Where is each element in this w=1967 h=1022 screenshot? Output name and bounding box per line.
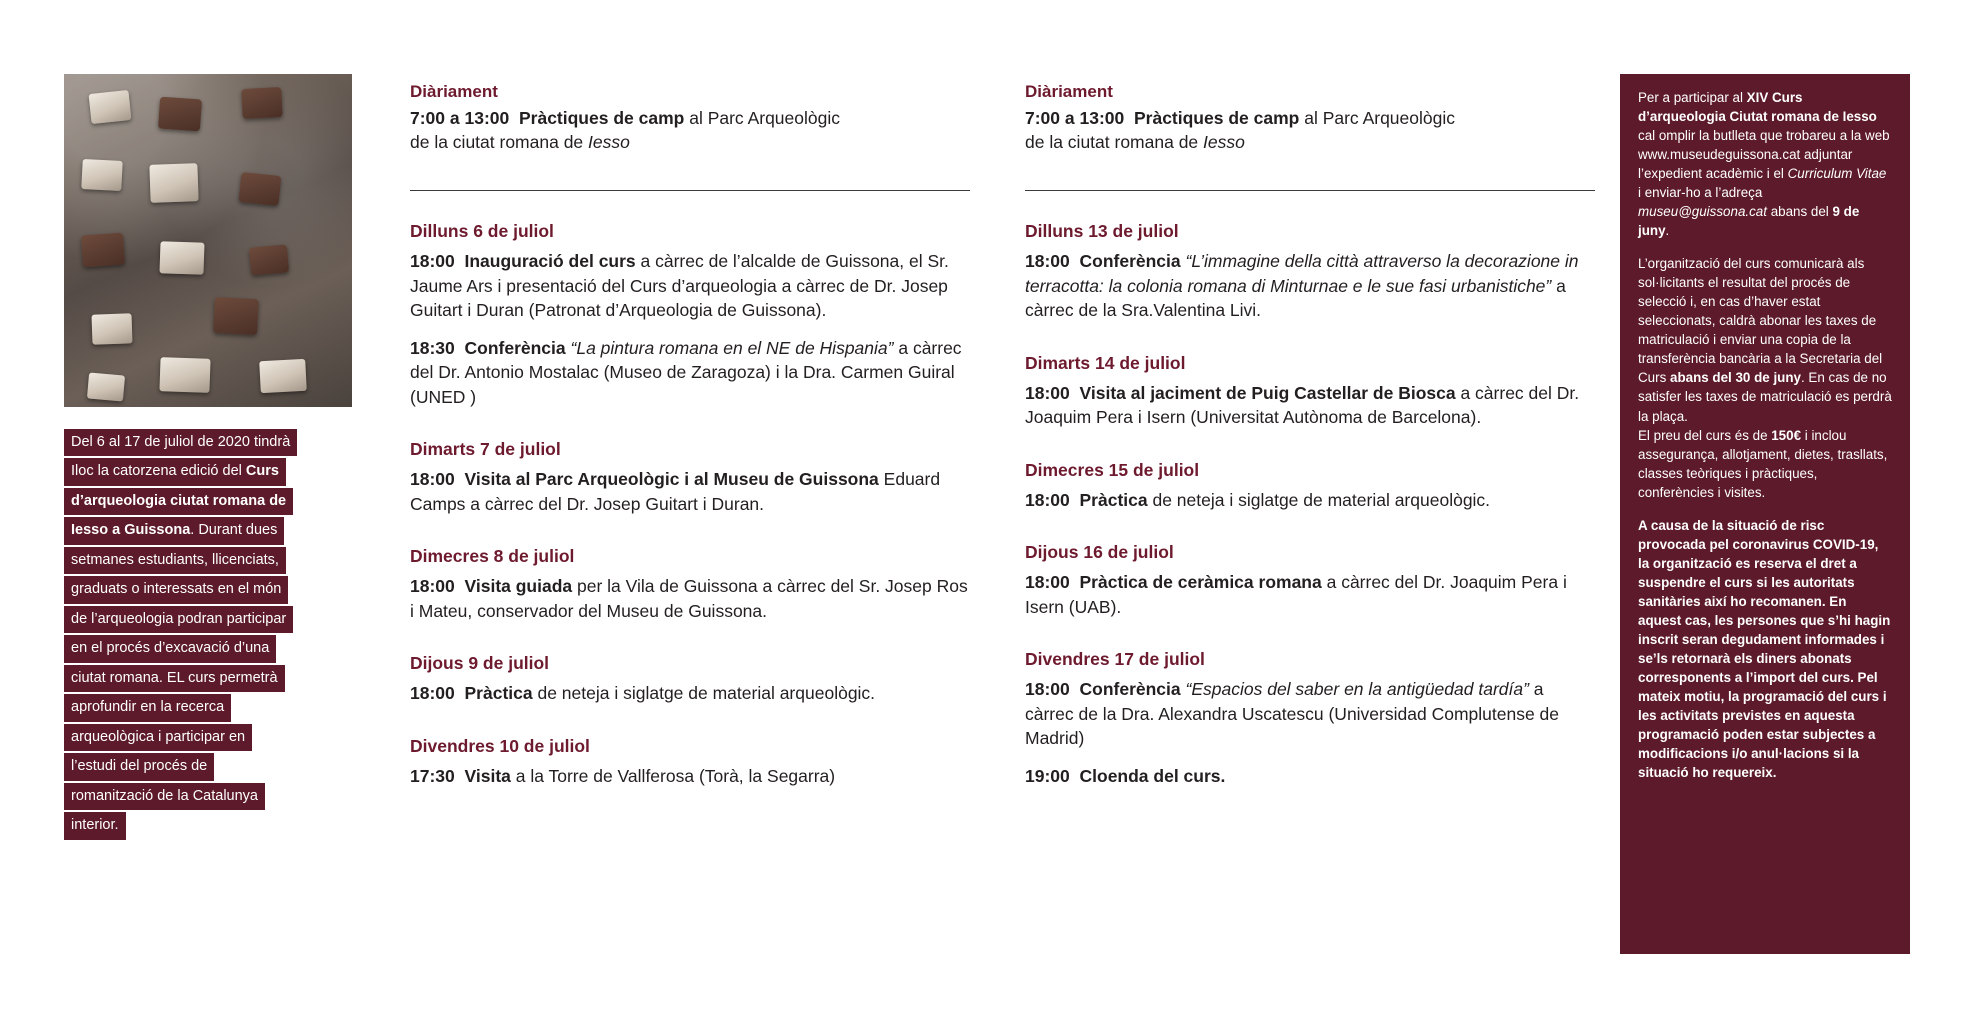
entry-kind: Inauguració del curs <box>464 251 636 272</box>
daily-heading: Diàriament <box>410 82 498 101</box>
day-entry <box>1025 677 1595 751</box>
sidebar-text: . En cas de no satisfer les taxes de matriculació es perdrà la plaça. <box>1638 370 1892 424</box>
entry-kind: Conferència <box>1079 679 1181 700</box>
day-entry <box>1025 764 1595 789</box>
left-column <box>64 74 374 842</box>
sidebar-paragraph-covid <box>1638 516 1892 782</box>
entry-time: 18:00 <box>1025 679 1070 700</box>
registration-sidebar <box>1620 74 1910 954</box>
day-block <box>410 736 970 789</box>
day-entry <box>410 249 970 323</box>
day-title: Dimarts 7 de juliol <box>410 439 561 460</box>
divider <box>1025 190 1595 191</box>
day-block <box>1025 460 1595 513</box>
day-entry <box>1025 249 1595 323</box>
daily-rest-2: de la ciutat romana de <box>410 132 589 153</box>
intro-line: Iloc la catorzena edició del Curs <box>64 458 286 485</box>
intro-line: d’arqueologia ciutat romana de <box>64 488 293 515</box>
sidebar-payment-deadline: abans del 30 de juny <box>1670 370 1801 386</box>
day-block <box>1025 353 1595 430</box>
intro-line: graduats o interessats en el món <box>64 576 288 603</box>
intro-line: en el procés d’excavació d’una <box>64 635 276 662</box>
day-block <box>1025 221 1595 323</box>
entry-time: 18:00 <box>1025 382 1070 403</box>
daily-italic: Iesso <box>588 132 630 153</box>
day-block <box>1025 542 1595 619</box>
program-column-week1 <box>410 82 970 788</box>
sidebar-covid-text: A causa de la situació de risc provocada pel coronavirus COVID-19, la organització es reserva el dret a suspendre el curs si les autoritats sanitàries així ho recomanen. En aquest cas, les persones que s’hi hagin inscrit seran degudament informades i se’ls retornarà els diners abonats corresponents a l’import del curs. Pel mateix motiu, la programació del curs i les activitats previstes en aquesta programació poden estar subjectes a modificacions i/o anul·lacions si la situació ho requereix. <box>1638 517 1891 781</box>
daily-kind: Pràctiques de camp <box>518 108 685 128</box>
sidebar-text: L’organització del curs comunicarà als sol·licitants el resultat del procés de selecció i, en cas d’haver estat seleccionats, caldrà abonar les taxes de matriculació i enviar una copia de la transferència bancària a la Secretaria del Curs <box>1638 256 1883 386</box>
day-entry <box>1025 381 1595 430</box>
sidebar-email[interactable]: museu@guissona.cat <box>1638 204 1767 220</box>
day-entry <box>410 574 970 623</box>
daily-text <box>1025 106 1595 154</box>
entry-text: de neteja i siglatge de material arqueològic. <box>1147 489 1491 510</box>
sidebar-text: abans del <box>1766 204 1833 220</box>
entry-kind: Visita guiada <box>464 576 573 597</box>
day-block <box>410 221 970 409</box>
daily-text <box>410 106 970 154</box>
sidebar-text: i enviar-ho a l’adreça <box>1638 185 1763 201</box>
entry-time: 18:00 <box>410 469 455 490</box>
entry-time: 17:30 <box>410 765 455 786</box>
entry-time: 18:00 <box>1025 572 1070 593</box>
daily-kind: Pràctiques de camp <box>1133 108 1300 128</box>
entry-time: 18:00 <box>410 576 455 597</box>
sidebar-text: El preu del curs és de <box>1638 427 1772 443</box>
sidebar-text: . <box>1665 223 1670 239</box>
divider <box>410 190 970 191</box>
entry-kind: Pràctica de ceràmica romana <box>1079 572 1322 593</box>
entry-text: a càrrec del Dr. Antonio Mostalac (Museo de Zaragoza) i la Dra. Carmen Guiral (UNED ) <box>410 337 962 407</box>
entry-time: 18:00 <box>1025 489 1070 510</box>
entry-italic: “L’immagine della città attraverso la decorazione in terracotta: la colonia romana di Minturnae e le sue fasi urbanistiche” <box>1025 251 1579 296</box>
day-block <box>410 439 970 516</box>
day-entry <box>410 467 970 516</box>
sidebar-text: i inclou assegurança, allotjament, dietes, trasllats, classes teòriques i pràctiques, conferències i visites. <box>1638 427 1888 500</box>
day-entry <box>410 681 970 706</box>
entry-text: de neteja i siglatge de material arqueològic. <box>532 683 876 704</box>
entry-italic: “Espacios del saber en la antigüedad tardía” <box>1185 679 1529 700</box>
excavation-photo <box>64 74 352 407</box>
entry-kind: Visita al Parc Arqueològic i al Museu de Guissona <box>464 469 879 490</box>
entry-text: a càrrec del Dr. Joaquim Pera i Isern (UAB). <box>1025 572 1567 617</box>
day-entry <box>410 764 970 789</box>
daily-schedule-week1 <box>410 82 970 191</box>
day-title: Divendres 17 de juliol <box>1025 649 1205 670</box>
entry-text: a càrrec de la Dra. Alexandra Uscatescu (Universidad Complutense de Madrid) <box>1025 679 1560 749</box>
day-block <box>410 546 970 623</box>
daily-rest: al Parc Arqueològic <box>1299 108 1455 128</box>
day-title: Dimecres 15 de juliol <box>1025 459 1200 480</box>
program-column-week2 <box>1025 82 1595 788</box>
sidebar-cv-italic: Curriculum Vitae <box>1787 166 1887 182</box>
intro-line: aprofundir en la recerca <box>64 694 231 721</box>
entry-text: a la Torre de Vallferosa (Torà, la Segarra) <box>510 765 836 786</box>
day-block <box>1025 649 1595 788</box>
daily-time: 7:00 a 13:00 <box>410 108 510 128</box>
daily-schedule-week2 <box>1025 82 1595 191</box>
intro-line: romanització de la Catalunya <box>64 783 265 810</box>
day-title: Dilluns 6 de juliol <box>410 221 554 242</box>
intro-line: arqueològica i participar en <box>64 724 252 751</box>
entry-text: a càrrec de l’alcalde de Guissona, el Sr. Jaume Ars i presentació del Curs d’arqueologia a càrrec de Dr. Josep Guitart i Duran (Patronat d’Arqueologia de Guissona). <box>410 251 949 321</box>
day-title: Dijous 16 de juliol <box>1025 542 1174 563</box>
intro-text-block <box>64 429 374 840</box>
daily-heading: Diàriament <box>1025 82 1113 101</box>
day-title: Dilluns 13 de juliol <box>1025 221 1179 242</box>
day-title: Dimarts 14 de juliol <box>1025 352 1186 373</box>
entry-kind: Pràctica <box>1079 489 1148 510</box>
sidebar-paragraph-selection <box>1638 254 1892 501</box>
intro-line: Del 6 al 17 de juliol de 2020 tindrà <box>64 429 297 456</box>
entry-time: 18:00 <box>1025 251 1070 272</box>
intro-line: de l’arqueologia podran participar <box>64 606 293 633</box>
day-title: Dijous 9 de juliol <box>410 653 550 674</box>
sidebar-paragraph-registration <box>1638 88 1892 240</box>
entry-kind: Visita <box>464 765 511 786</box>
daily-time: 7:00 a 13:00 <box>1025 108 1125 128</box>
entry-kind: Visita al jaciment de Puig Castellar de Biosca <box>1079 382 1456 403</box>
entry-kind: Conferència <box>1079 251 1181 272</box>
entry-time: 18:30 <box>410 337 455 358</box>
daily-rest: al Parc Arqueològic <box>684 108 840 128</box>
day-entry <box>410 336 970 410</box>
entry-text: a càrrec del Dr. Joaquim Pera i Isern (Universitat Autònoma de Barcelona). <box>1025 382 1580 428</box>
day-entry <box>1025 488 1595 513</box>
daily-italic: Iesso <box>1203 132 1245 153</box>
day-title: Divendres 10 de juliol <box>410 735 590 756</box>
entry-text: per la Vila de Guissona a càrrec del Sr. Josep Ros i Mateu, conservador del Museu de Guissona. <box>410 576 968 621</box>
day-entry <box>1025 570 1595 619</box>
entry-kind: Cloenda del curs. <box>1079 765 1226 786</box>
entry-time: 18:00 <box>410 683 455 704</box>
entry-time: 19:00 <box>1025 765 1070 786</box>
sidebar-text: Per a participar al <box>1638 90 1747 105</box>
intro-line: ciutat romana. EL curs permetrà <box>64 665 285 692</box>
intro-line: Iesso a Guissona. Durant dues <box>64 517 284 544</box>
entry-kind: Conferència <box>464 337 566 358</box>
entry-text: Eduard Camps a càrrec del Dr. Josep Guitart i Duran. <box>410 469 941 514</box>
intro-line: l’estudi del procés de <box>64 753 214 780</box>
entry-italic: “La pintura romana en el NE de Hispania” <box>570 337 894 358</box>
sidebar-price: 150€ <box>1771 427 1802 443</box>
intro-line: interior. <box>64 812 126 839</box>
entry-time: 18:00 <box>410 251 455 272</box>
sidebar-text: cal omplir la butlleta que trobareu a la web www.museudeguissona.cat adjuntar l’expedient acadèmic i el <box>1638 128 1890 182</box>
day-title: Dimecres 8 de juliol <box>410 546 575 567</box>
sidebar-course-name: XIV Curs d’arqueologia Ciutat romana de Iesso <box>1638 90 1877 125</box>
day-block <box>410 653 970 706</box>
entry-text: a càrrec de la Sra.Valentina Livi. <box>1025 275 1566 321</box>
daily-rest-2: de la ciutat romana de <box>1025 132 1204 153</box>
sidebar-deadline: 9 de juny <box>1638 204 1860 239</box>
intro-line: setmanes estudiants, llicenciats, <box>64 547 286 574</box>
entry-kind: Pràctica <box>464 683 533 704</box>
